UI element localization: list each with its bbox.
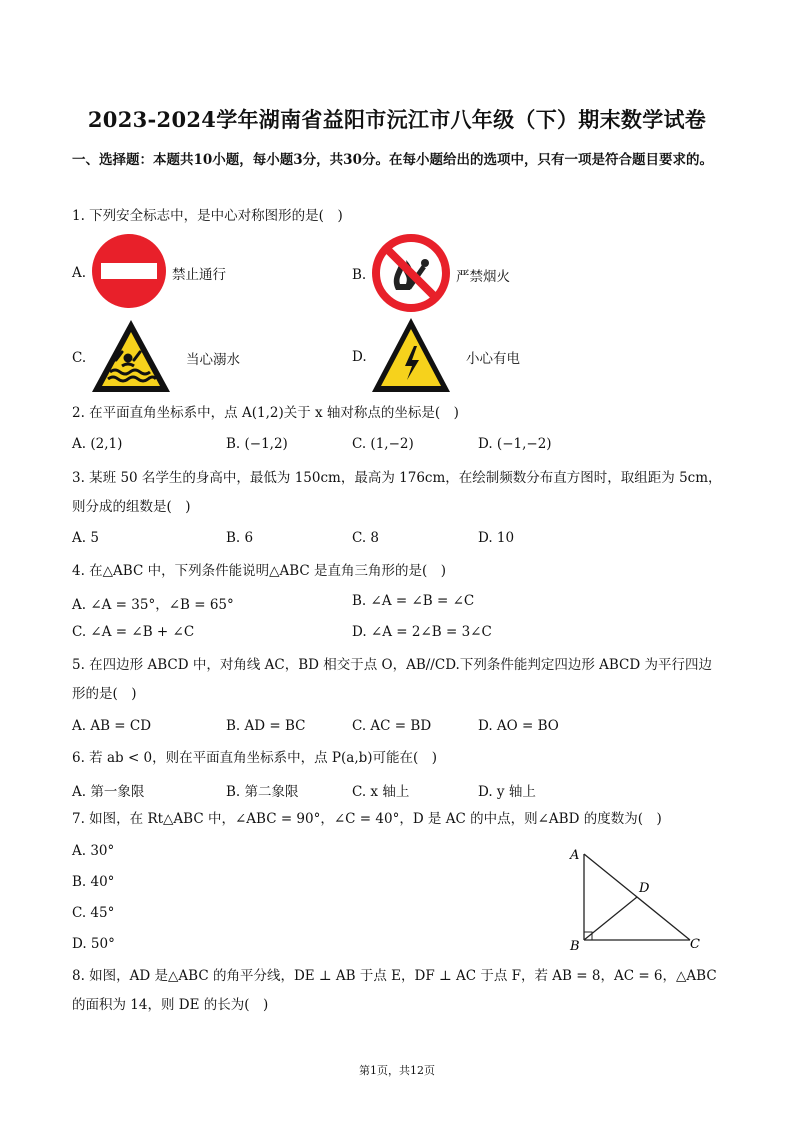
q6-option-b: B. 第二象限 [226,784,299,800]
page-title: 2023-2024学年湖南省益阳市沅江市八年级（下）期末数学试卷 [87,107,707,132]
question-7-stem: 7. 如图，在 Rt△ABC 中，∠ABC = 90°，∠C = 40°，D 是 AC 的中点，则∠ABD 的度数为( ) [72,811,662,827]
q7-option-b: B. 40° [72,874,115,890]
no-fire-sign-icon [370,232,452,318]
q2-option-d: D. (−1,−2) [478,436,552,452]
q6-option-c: C. x 轴上 [352,784,410,800]
q3-option-c: C. 8 [352,530,380,546]
drowning-warning-icon [90,318,172,398]
option-letter: A. [72,265,87,281]
q2-option-a: A. (2,1) [72,436,123,452]
q7-option-c: C. 45° [72,905,115,921]
q4-option-a: A. ∠A = 35°，∠B = 65° [72,597,234,613]
q5-option-b: B. AD = BC [226,718,306,734]
q4-option-c: C. ∠A = ∠B + ∠C [72,624,195,640]
question-1-stem: 1. 下列安全标志中，是中心对称图形的是( ) [72,208,343,224]
option-letter: D. [352,349,367,365]
section-heading: 一、选择题：本题共10小题，每小题3分，共30分。在每小题给出的选项中，只有一项是符合题目要求的。 [72,152,713,168]
question-5-stem: 5. 在四边形 ABCD 中，对角线 AC，BD 相交于点 O，AB//CD.下列条件能判定四边形 ABCD 为平行四边形的是( ) [72,657,712,702]
option-label: 禁止通行 [172,267,226,283]
option-label: 当心溺水 [186,352,240,368]
q2-option-c: C. (1,−2) [352,436,414,452]
option-letter: B. [352,267,367,283]
page-footer: 第1页，共12页 [359,1064,435,1077]
vertex-label-c: C [690,937,700,952]
question-4-stem: 4. 在△ABC 中，下列条件能说明△ABC 是直角三角形的是( ) [72,563,447,579]
q7-option-a: A. 30° [72,843,115,859]
q3-option-d: D. 10 [478,530,515,546]
triangle-figure [562,842,712,958]
q4-option-b: B. ∠A = ∠B = ∠C [352,593,475,609]
q1-option-c [72,318,240,398]
q1-option-d [352,316,520,398]
option-label: 小心有电 [466,351,520,367]
q3-option-a: A. 5 [72,530,99,546]
q3-option-b: B. 6 [226,530,254,546]
option-label: 严禁烟火 [456,269,510,285]
vertex-label-d: D [639,881,650,896]
vertex-label-b: B [570,939,580,954]
question-2-stem: 2. 在平面直角坐标系中，点 A(1,2)关于 x 轴对称点的坐标是( ) [72,405,459,421]
q6-option-d: D. y 轴上 [478,784,536,800]
q6-option-a: A. 第一象限 [72,784,145,800]
option-letter: C. [72,350,87,366]
q4-option-d: D. ∠A = 2∠B = 3∠C [352,624,492,640]
q5-option-a: A. AB = CD [72,718,152,734]
question-3-stem: 3. 某班 50 名学生的身高中，最低为 150cm，最高为 176cm，在绘制频数分布直方图时，取组距为 5cm，则分成的组数是( ) [72,470,722,515]
question-6-stem: 6. 若 ab < 0，则在平面直角坐标系中，点 P(a,b)可能在( ) [72,750,438,766]
q5-option-d: D. AO = BO [478,718,559,734]
q2-option-b: B. (−1,2) [226,436,288,452]
electric-warning-icon [370,316,452,398]
q7-option-d: D. 50° [72,936,115,952]
q5-option-c: C. AC = BD [352,718,432,734]
q1-option-a [72,232,226,314]
vertex-label-a: A [570,848,580,863]
question-8-stem: 8. 如图，AD 是△ABC 的角平分线，DE ⊥ AB 于点 E，DF ⊥ AC 于点 F，若 AB = 8，AC = 6，△ABC 的面积为 14，则 DE 的长为( ) [72,968,717,1013]
q1-option-b [352,232,510,318]
no-entry-sign-icon [90,232,168,314]
